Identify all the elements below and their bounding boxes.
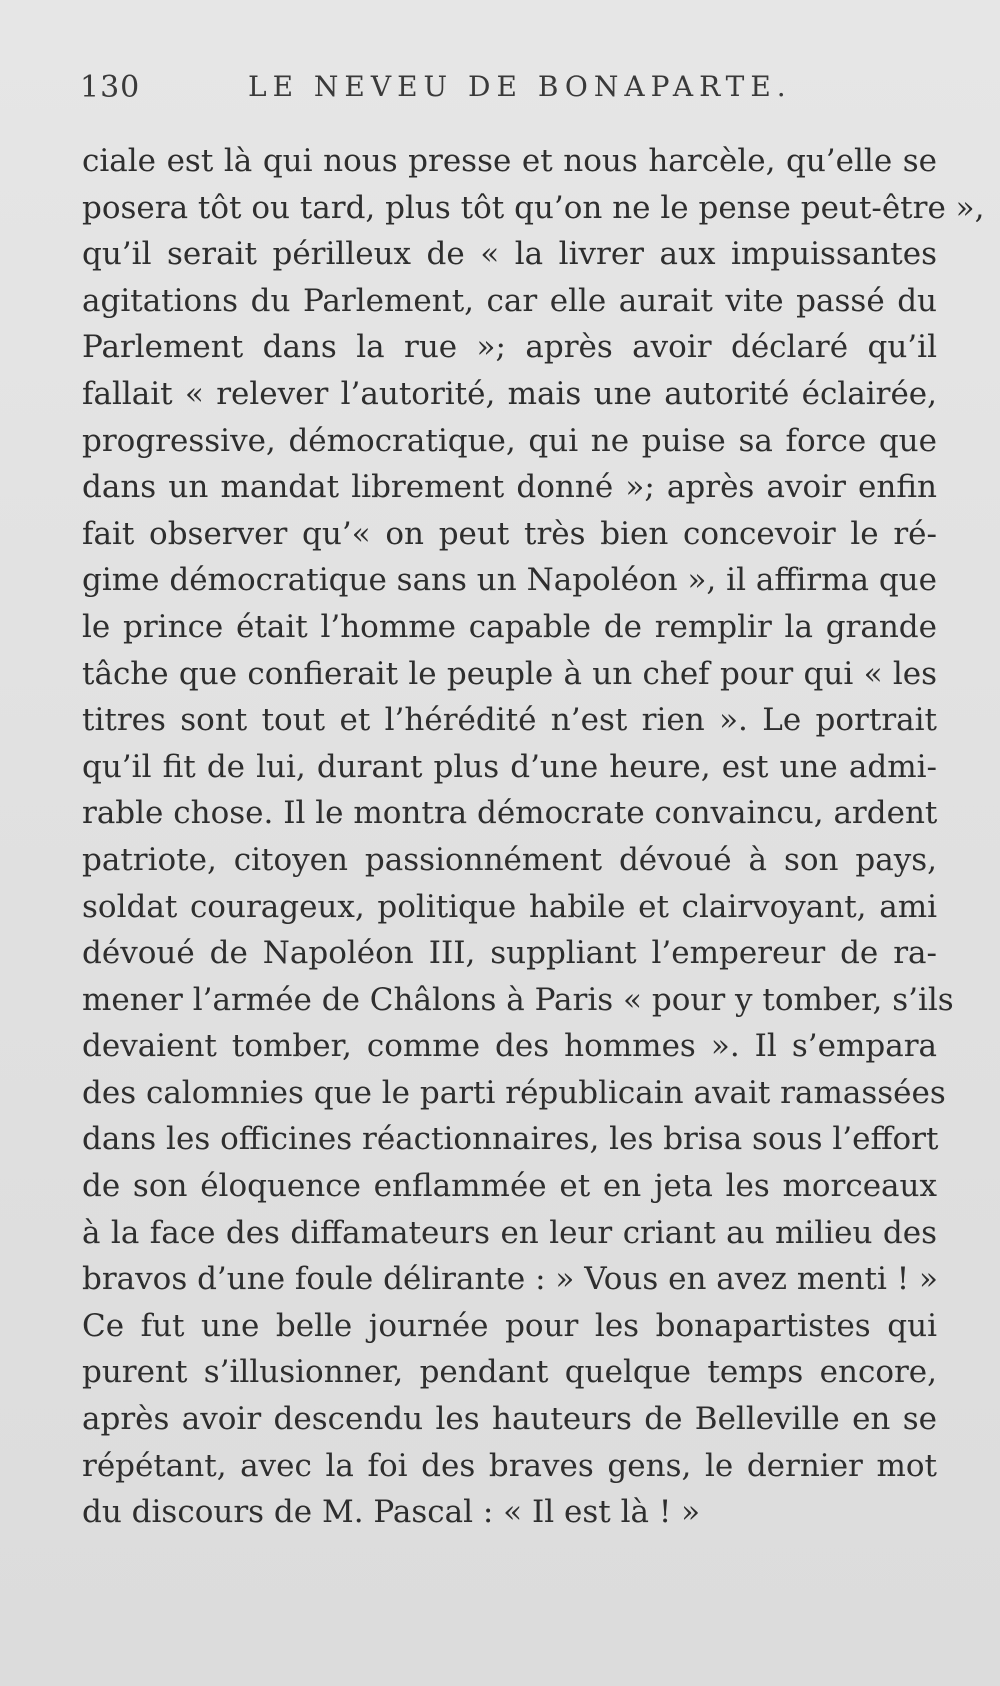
- text-line: après avoir descendu les hauteurs de Belleville en se: [82, 1401, 937, 1438]
- text-line: Parlement dans la rue »; après avoir déclaré qu’il: [82, 329, 937, 366]
- text-line: titres sont tout et l’hérédité n’est rien ». Le portrait: [82, 702, 937, 739]
- text-line: qu’il serait périlleux de « la livrer aux impuissantes: [82, 236, 937, 273]
- text-line: à la face des diffamateurs en leur criant au milieu des: [82, 1214, 937, 1251]
- text-line: dévoué de Napoléon III, suppliant l’empereur de ra-: [82, 935, 937, 972]
- text-line: patriote, citoyen passionnément dévoué à son pays,: [82, 841, 937, 878]
- page-number: 130: [80, 70, 141, 105]
- text-line: mener l’armée de Châlons à Paris « pour y tomber, s’ils: [82, 981, 954, 1018]
- text-line: posera tôt ou tard, plus tôt qu’on ne le pense peut-être »,: [82, 189, 985, 226]
- text-line: tâche que confierait le peuple à un chef pour qui « les: [82, 655, 937, 692]
- text-line: ciale est là qui nous presse et nous harcèle, qu’elle se: [82, 143, 937, 179]
- text-line: soldat courageux, politique habile et clairvoyant, ami: [82, 888, 937, 925]
- text-line: le prince était l’homme capable de remplir la grande: [82, 608, 937, 645]
- text-line: gime démocratique sans un Napoléon », il affirma que: [82, 562, 937, 599]
- page-header: [80, 70, 940, 114]
- text-line: fait observer qu’« on peut très bien concevoir le ré-: [82, 515, 937, 552]
- text-line: purent s’illusionner, pendant quelque temps encore,: [82, 1354, 937, 1391]
- text-line: Ce fut une belle journée pour les bonapartistes qui: [82, 1307, 937, 1344]
- text-line: dans les officines réactionnaires, les brisa sous l’effort: [82, 1121, 939, 1158]
- text-line-last: du discours de M. Pascal : « Il est là ! »: [82, 1494, 701, 1531]
- text-line: fallait « relever l’autorité, mais une autorité éclairée,: [82, 375, 937, 412]
- body-text: [82, 138, 985, 1536]
- text-line: de son éloquence enflammée et en jeta les morceaux: [82, 1168, 937, 1205]
- text-line: devaient tomber, comme des hommes ». Il s’empara: [82, 1028, 937, 1065]
- text-line: dans un mandat librement donné »; après avoir enfin: [82, 469, 937, 506]
- text-line: rable chose. Il le montra démocrate convaincu, ardent: [82, 795, 938, 832]
- text-line: agitations du Parlement, car elle aurait vite passé du: [82, 282, 937, 319]
- text-line: progressive, démocratique, qui ne puise sa force que: [82, 422, 937, 459]
- text-line: des calomnies que le parti républicain avait ramassées: [82, 1074, 946, 1111]
- running-title: LE NEVEU DE BONAPARTE.: [248, 70, 792, 103]
- text-line: répétant, avec la foi des braves gens, le dernier mot: [82, 1447, 937, 1484]
- text-line: qu’il fit de lui, durant plus d’une heure, est une admi-: [82, 748, 937, 785]
- text-line: bravos d’une foule délirante : » Vous en avez menti ! »: [82, 1261, 939, 1298]
